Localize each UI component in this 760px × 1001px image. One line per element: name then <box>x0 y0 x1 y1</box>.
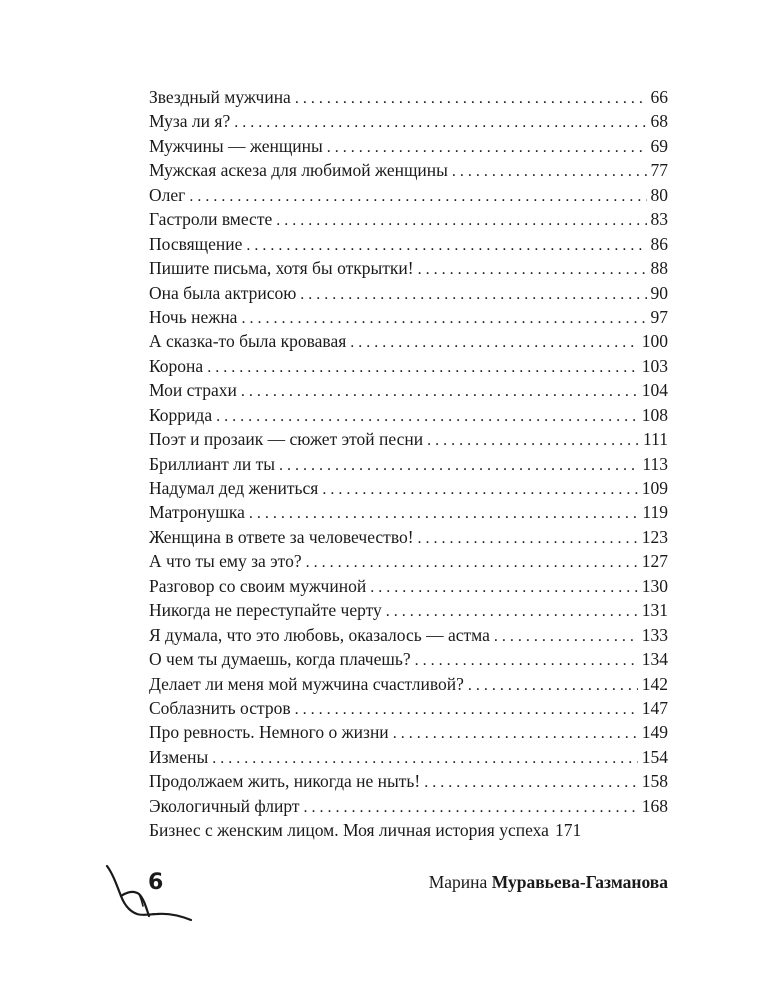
toc-entry <box>149 354 668 378</box>
toc-leader-dots <box>295 87 647 109</box>
toc-leader-dots <box>418 258 647 280</box>
author-name <box>429 872 668 893</box>
toc-entry-title: Женщина в ответе за человечество! <box>149 526 414 547</box>
toc-entry-title: Гастроли вместе <box>149 209 273 230</box>
toc-entry-title: Она была актрисою <box>149 282 297 303</box>
toc-entry-title: Продолжаем жить, никогда не ныть! <box>149 771 421 792</box>
toc-entry-page: 109 <box>641 478 668 498</box>
toc-entry-title: Измены <box>149 746 209 767</box>
toc-leader-dots <box>370 576 638 598</box>
toc-entry-page: 134 <box>641 649 668 670</box>
toc-entry <box>149 427 668 451</box>
toc-leader-dots <box>327 136 647 158</box>
toc-entry <box>149 549 668 573</box>
toc-entry <box>149 452 668 476</box>
toc-entry-title: Звездный мужчина <box>149 87 291 107</box>
toc-entry-page: 123 <box>641 526 668 547</box>
toc-entry <box>149 183 668 207</box>
toc-entry-title: Разговор со своим мужчиной <box>149 575 367 596</box>
toc-entry <box>149 476 668 500</box>
toc-entry <box>149 745 668 769</box>
toc-entry-title: Муза ли я? <box>149 111 231 132</box>
toc-entry <box>149 818 668 842</box>
toc-entry-page: 149 <box>641 722 668 743</box>
toc-leader-dots <box>207 356 638 378</box>
toc-entry-page: 88 <box>650 258 668 279</box>
toc-entry-page: 86 <box>650 233 668 254</box>
toc-entry-page: 130 <box>641 575 668 596</box>
toc-entry <box>149 696 668 720</box>
toc-leader-dots <box>306 551 638 573</box>
toc-leader-dots <box>322 478 637 500</box>
toc-entry <box>149 329 668 353</box>
toc-entry-title: Корона <box>149 355 204 376</box>
toc-leader-dots <box>424 771 638 793</box>
toc-entry-title: Экологичный флирт <box>149 795 300 816</box>
toc-entry-page: 80 <box>650 184 668 205</box>
toc-entry-page: 77 <box>650 160 668 181</box>
toc-leader-dots <box>494 625 638 647</box>
toc-leader-dots <box>241 380 638 402</box>
page-number: 6 <box>148 870 164 895</box>
toc-entry-title: Про ревность. Немного о жизни <box>149 722 389 743</box>
toc-leader-dots <box>393 722 638 744</box>
toc-entry <box>149 281 668 305</box>
toc-entry <box>149 500 668 524</box>
toc-entry <box>149 403 668 427</box>
toc-entry-page: 100 <box>641 331 668 352</box>
toc-entry-page: 133 <box>641 624 668 645</box>
toc-entry-page: 90 <box>650 282 668 303</box>
toc-entry <box>149 378 668 402</box>
toc-entry-page: 68 <box>650 111 668 132</box>
toc-entry <box>149 769 668 793</box>
toc-entry <box>149 574 668 598</box>
toc-entry-page: 154 <box>641 746 668 767</box>
toc-entry <box>149 256 668 280</box>
toc-entry-title: О чем ты думаешь, когда плачешь? <box>149 649 411 670</box>
toc-entry-page: 131 <box>641 600 668 621</box>
toc-entry-page: 104 <box>641 380 668 401</box>
toc-entry-title: Матронушка <box>149 502 245 523</box>
toc-entry <box>149 158 668 182</box>
toc-leader-dots <box>276 209 646 231</box>
toc-entry-title: Мужчины — женщины <box>149 135 323 156</box>
toc-entry-title: А сказка-то была кровавая <box>149 331 347 352</box>
toc-entry-page: 97 <box>650 306 668 327</box>
toc-entry-title: Соблазнить остров <box>149 697 291 718</box>
toc-entry-title: Надумал дед жениться <box>149 478 319 498</box>
toc-entry <box>149 525 668 549</box>
toc-leader-dots <box>452 160 647 182</box>
toc-entry <box>149 598 668 622</box>
page-footer <box>0 864 760 924</box>
toc-entry-page: 69 <box>650 135 668 156</box>
toc-entry-page: 168 <box>641 795 668 816</box>
toc-entry-page: 119 <box>642 502 668 523</box>
toc-leader-dots <box>216 405 638 427</box>
toc-entry <box>149 207 668 231</box>
toc-entry <box>149 232 668 256</box>
toc-entry-title: Мои страхи <box>149 380 237 401</box>
toc-leader-dots <box>234 111 646 133</box>
toc-entry-page: 111 <box>643 429 668 450</box>
toc-entry <box>149 85 668 109</box>
toc-entry <box>149 720 668 744</box>
toc-entry-title: Бриллиант ли ты <box>149 453 276 474</box>
toc-entry-title: Коррида <box>149 404 213 425</box>
toc-entry-page: 83 <box>650 209 668 230</box>
toc-entry <box>149 134 668 158</box>
toc-entry-title: Я думала, что это любовь, оказалось — астма <box>149 624 490 645</box>
toc-entry <box>149 109 668 133</box>
toc-entry <box>149 647 668 671</box>
toc-entry-page: 127 <box>641 551 668 572</box>
toc-leader-dots <box>249 502 639 524</box>
toc-leader-dots <box>350 331 637 353</box>
toc-leader-dots <box>300 283 646 305</box>
toc-entry-title: Посвящение <box>149 233 243 254</box>
toc-entry-title: А что ты ему за это? <box>149 551 302 572</box>
author-first-name: Марина <box>428 872 488 892</box>
toc-entry-title: Олег <box>149 184 186 205</box>
toc-entry <box>149 794 668 818</box>
toc-leader-dots <box>415 649 638 671</box>
toc-leader-dots <box>427 429 639 451</box>
toc-leader-dots <box>246 234 646 256</box>
toc-entry-title: Бизнес с женским лицом. Моя личная история успеха <box>149 820 549 841</box>
toc-entry-title: Мужская аскеза для любимой женщины <box>149 160 448 181</box>
toc-entry-title: Никогда не переступайте черту <box>149 600 382 621</box>
toc-entry-page: 171 <box>554 820 582 841</box>
toc-entry <box>149 305 668 329</box>
toc-leader-dots <box>212 747 637 769</box>
toc-entry-title: Ночь нежна <box>149 306 238 327</box>
toc-leader-dots <box>468 674 638 696</box>
table-of-contents <box>149 85 668 843</box>
toc-entry-page: 142 <box>641 673 668 694</box>
toc-entry <box>149 672 668 696</box>
toc-entry-title: Делает ли меня мой мужчина счастливой? <box>149 673 464 694</box>
toc-leader-dots <box>418 527 638 549</box>
toc-entry-page: 66 <box>650 87 668 107</box>
toc-leader-dots <box>386 600 638 622</box>
toc-entry-page: 113 <box>642 453 668 474</box>
toc-entry-page: 108 <box>641 404 668 425</box>
toc-entry <box>149 623 668 647</box>
toc-entry-title: Поэт и прозаик — сюжет этой песни <box>149 429 424 450</box>
toc-entry-page: 147 <box>641 697 668 718</box>
toc-entry-page: 158 <box>641 771 668 792</box>
author-last-name: Муравьева-Газманова <box>491 872 668 892</box>
toc-leader-dots <box>241 307 646 329</box>
toc-leader-dots <box>279 454 638 476</box>
toc-leader-dots <box>189 185 646 207</box>
toc-entry-page: 103 <box>641 355 668 376</box>
toc-entry-title: Пишите письма, хотя бы открытки! <box>149 258 414 279</box>
toc-leader-dots <box>304 796 638 818</box>
toc-leader-dots <box>295 698 638 720</box>
